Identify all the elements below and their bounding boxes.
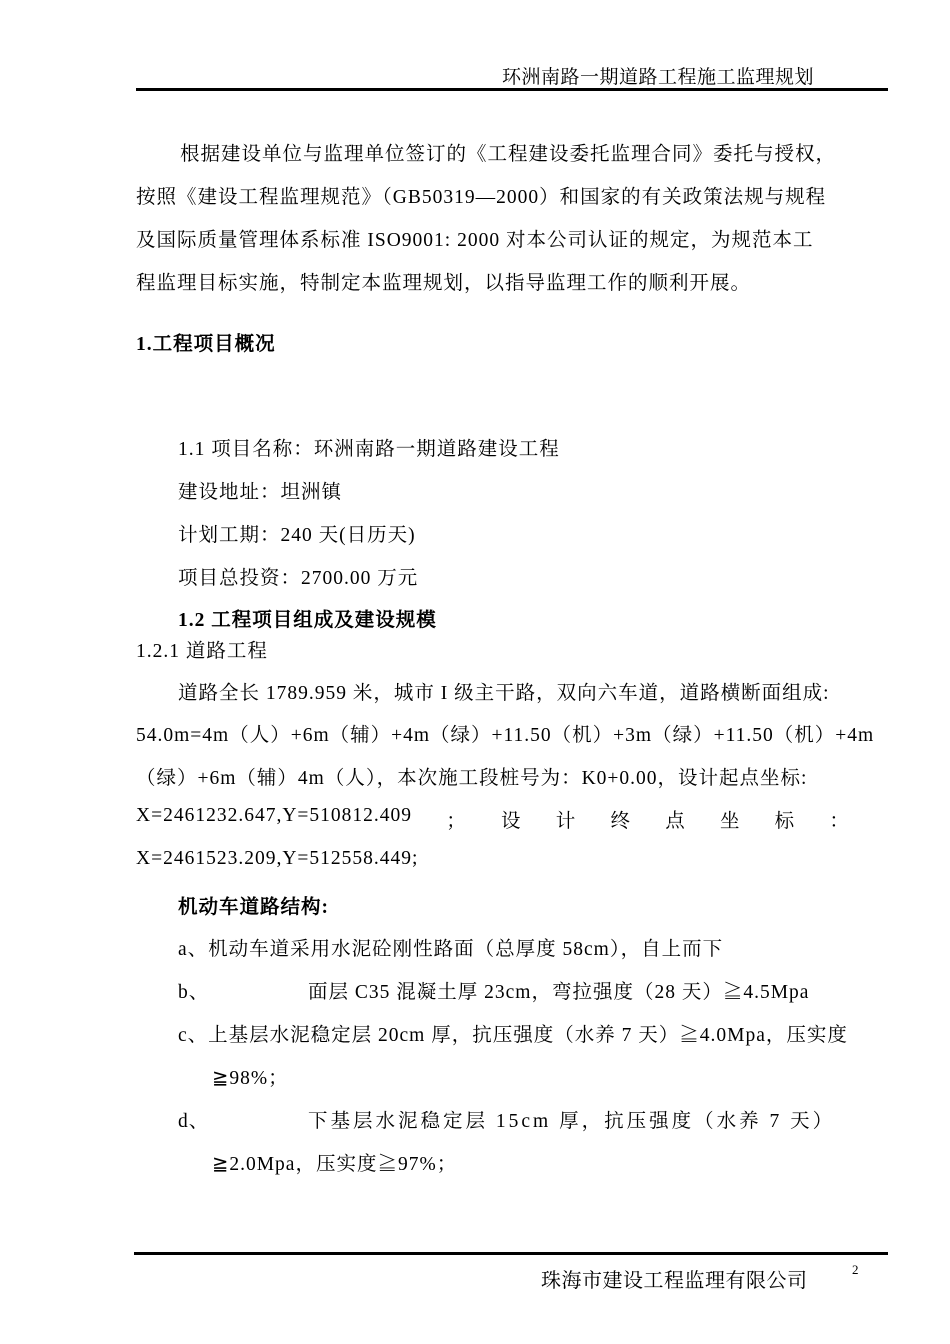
structure-item-d-label: d、: [178, 1111, 210, 1132]
project-address: 建设地址：坦洲镇: [178, 482, 343, 503]
coord-token: 标: [774, 811, 796, 832]
intro-line: 程监理目标实施，特制定本监理规划，以指导监理工作的顺利开展。: [136, 273, 752, 294]
coord-token: 计: [555, 811, 577, 832]
intro-paragraph: [136, 133, 868, 305]
coordinate-line: [136, 805, 850, 833]
road-line: 道路全长 1789.959 米，城市 I 级主干路，双向六车道，道路横断面组成:: [178, 683, 830, 704]
road-line: 54.0m=4m（人）+6m（辅）+4m（绿）+11.50（机）+3m（绿）+11.50（机）+4m: [136, 725, 875, 746]
subsection-heading: 1.2 工程项目组成及建设规模: [178, 610, 437, 631]
structure-item-c-cont: ≧98%；: [212, 1068, 289, 1089]
coord-token: 点: [665, 811, 686, 832]
project-period: 计划工期：240 天(日历天): [178, 525, 416, 546]
structure-item-d-cont: ≧2.0Mpa，压实度≧97%；: [212, 1154, 458, 1175]
structure-item-d: 下基层水泥稳定层 15cm 厚，抗压强度（水养 7 天）: [308, 1111, 836, 1132]
structure-heading: 机动车道路结构:: [178, 897, 329, 918]
footer-divider: [134, 1252, 888, 1255]
header-title: 环洲南路一期道路工程施工监理规划: [502, 67, 815, 88]
footer-company: 珠海市建设工程监理有限公司: [541, 1270, 808, 1292]
coord-token: 终: [610, 811, 631, 832]
section-heading: 1.工程项目概况: [136, 334, 276, 355]
intro-line: 根据建设单位与监理单位签订的《工程建设委托监理合同》委托与授权，: [180, 144, 837, 165]
coord-token: ；: [446, 811, 467, 832]
coord-token: 设: [501, 811, 522, 832]
coord-token: ：: [829, 811, 850, 832]
road-heading: 1.2.1 道路工程: [136, 641, 268, 662]
structure-item-b: 面层 C35 混凝土厚 23cm，弯拉强度（28 天）≧4.5Mpa: [308, 982, 810, 1003]
page-number: 2: [852, 1262, 859, 1277]
project-investment: 项目总投资：2700.00 万元: [178, 568, 419, 589]
structure-item-c: c、上基层水泥稳定层 20cm 厚，抗压强度（水养 7 天）≧4.0Mpa，压实度: [178, 1025, 848, 1046]
project-name: 1.1 项目名称：环洲南路一期道路建设工程: [178, 439, 560, 460]
coord-token: 坐: [719, 811, 741, 832]
intro-line: 及国际质量管理体系标准 ISO9001: 2000 对本公司认证的规定，为规范本工: [136, 230, 814, 251]
end-coordinate: X=2461523.209,Y=512558.449;: [136, 848, 419, 869]
intro-line: 按照《建设工程监理规范》（GB50319—2000）和国家的有关政策法规与规程: [136, 187, 827, 208]
structure-item-b-label: b、: [178, 982, 210, 1003]
header-divider: [136, 88, 888, 91]
structure-item-a: a、机动车道采用水泥砼刚性路面（总厚度 58cm），自上而下: [178, 939, 724, 960]
start-coordinate: X=2461232.647,Y=510812.409: [136, 805, 413, 826]
road-line: （绿）+6m（辅）4m（人），本次施工段桩号为：K0+0.00，设计起点坐标:: [136, 768, 808, 789]
